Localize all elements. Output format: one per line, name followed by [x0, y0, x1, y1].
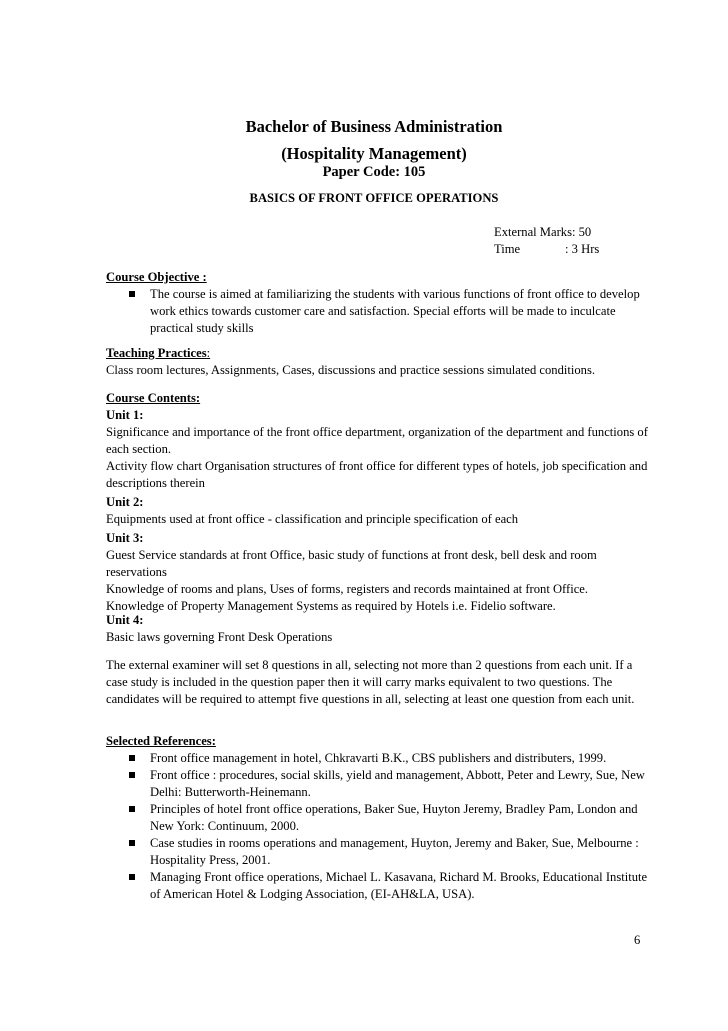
objective-list [106, 286, 651, 337]
external-marks: External Marks: 50 [494, 225, 592, 239]
unit2-line1: Equipments used at front office - classification and principle specification of each [106, 512, 519, 526]
unit4-line1: Basic laws governing Front Desk Operations [106, 630, 333, 644]
marks-block [494, 224, 599, 258]
list-item: Managing Front office operations, Michael L. Kasavana, Richard M. Brooks, Educational Institute of American Hotel & Lodging Association, (EI-AH&LA, USA). [106, 869, 651, 903]
unit4-section [106, 612, 651, 646]
teaching-heading: Teaching Practices [106, 346, 207, 360]
unit1-line1: Significance and importance of the front office department, organization of the department and functions of each section. [106, 425, 648, 456]
bullet-square-icon [129, 291, 135, 297]
bullet-square-icon [129, 840, 135, 846]
list-item: Case studies in rooms operations and management, Huyton, Jeremy and Baker, Sue, Melbourne : Hospitality Press, 2001. [106, 835, 651, 869]
list-item: Principles of hotel front office operations, Baker Sue, Huyton Jeremy, Bradley Pam, London and New York: Continuum, 2000. [106, 801, 651, 835]
time-row [494, 241, 599, 258]
unit3-line1: Guest Service standards at front Office, basic study of functions at front desk, bell desk and room reservations [106, 548, 597, 579]
unit3-line3: Knowledge of Property Management Systems as required by Hotels i.e. Fidelio software. [106, 599, 556, 613]
bullet-square-icon [129, 806, 135, 812]
unit3-title: Unit 3: [106, 531, 144, 545]
degree-title: Bachelor of Business Administration [245, 117, 503, 136]
list-item: Front office : procedures, social skills, yield and management, Abbott, Peter and Lewry, Sue, New Delhi: Butterworth-Heinemann. [106, 767, 651, 801]
bullet-square-icon [129, 874, 135, 880]
paper-code: Paper Code: 105 [322, 164, 426, 180]
teaching-colon: : [206, 346, 211, 360]
unit3-line2: Knowledge of rooms and plans, Uses of forms, registers and records maintained at front Office. [106, 582, 589, 596]
unit4-title: Unit 4: [106, 613, 144, 627]
page-number: 6 [634, 933, 641, 947]
bullet-square-icon [129, 755, 135, 761]
objective-section [106, 269, 651, 337]
time-label: Time [494, 242, 521, 256]
unit1-title: Unit 1: [106, 408, 144, 422]
teaching-text: Class room lectures, Assignments, Cases, discussions and practice sessions simulated conditions. [106, 363, 596, 377]
unit2-title: Unit 2: [106, 495, 144, 509]
bullet-square-icon [129, 772, 135, 778]
objective-heading: Course Objective : [106, 270, 207, 284]
references-section [106, 733, 651, 903]
unit3-section [106, 530, 651, 615]
subject-title: BASICS OF FRONT OFFICE OPERATIONS [249, 191, 499, 205]
list-item: Front office management in hotel, Chkravarti B.K., CBS publishers and distributers, 1999. [106, 750, 651, 767]
teaching-section [106, 345, 651, 379]
exam-instructions: The external examiner will set 8 questions in all, selecting not more than 2 questions from each unit. If a case study is included in the question paper then it will carry marks equivalent to two questions. The candidates will be required to attempt five questions in all, selecting at least one question from each unit. [106, 658, 635, 706]
unit2-section [106, 494, 651, 528]
references-list [106, 750, 651, 903]
list-item: The course is aimed at familiarizing the students with various functions of front office to develop work ethics towards customer care and satisfaction. Special efforts will be made to inculcate practical study skills [106, 286, 651, 337]
contents-heading: Course Contents: [106, 391, 201, 405]
unit1-line2: Activity flow chart Organisation structures of front office for different types of hotels, job specification and descriptions therein [106, 459, 648, 490]
contents-section [106, 390, 651, 492]
specialization-title: (Hospitality Management) [281, 144, 467, 163]
references-heading: Selected References: [106, 734, 216, 748]
time-value: : 3 Hrs [565, 242, 600, 256]
